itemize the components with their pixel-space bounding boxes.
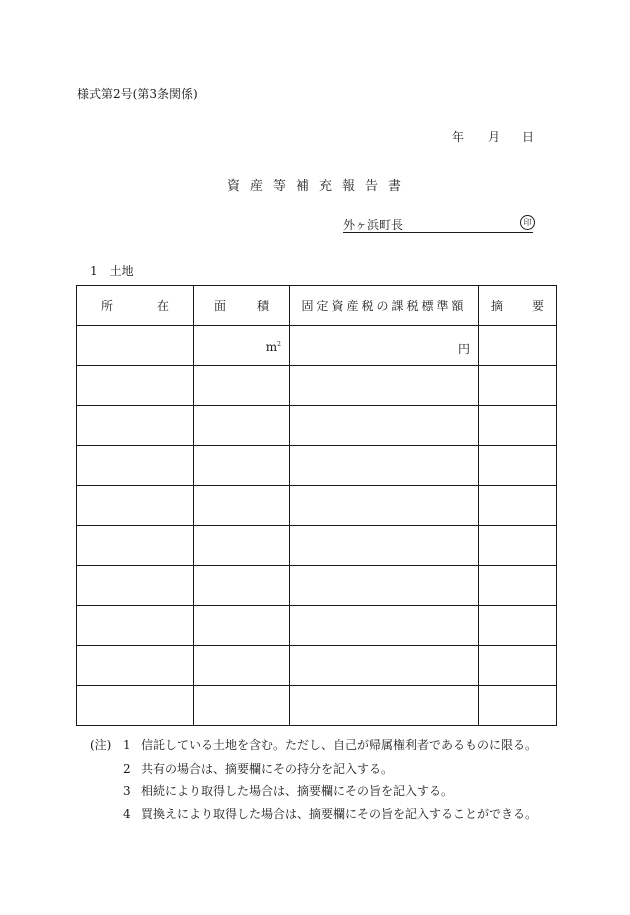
header-location-char-1: 所 — [101, 299, 114, 313]
remarks-cell[interactable] — [479, 686, 557, 726]
note-text: 相続により取得した場合は、摘要欄にその旨を記入する。 — [141, 784, 454, 798]
addressee-line — [343, 216, 533, 233]
tax-base-cell[interactable] — [290, 686, 479, 726]
header-area-char-2: 積 — [256, 299, 269, 313]
tax-base-cell[interactable] — [290, 606, 479, 646]
table-row — [77, 486, 557, 526]
tax-base-cell[interactable] — [290, 486, 479, 526]
location-cell[interactable] — [77, 446, 194, 486]
section-heading — [90, 262, 134, 279]
header-remarks-char-1: 摘 — [491, 299, 504, 313]
header-remarks-char-2: 要 — [531, 299, 544, 313]
tax-base-cell[interactable] — [290, 366, 479, 406]
area-cell[interactable] — [194, 366, 290, 406]
location-cell[interactable] — [77, 566, 194, 606]
location-cell[interactable] — [77, 486, 194, 526]
document-title: 資産等補充報告書 — [226, 179, 411, 194]
remarks-cell[interactable] — [479, 646, 557, 686]
area-cell[interactable] — [194, 326, 290, 366]
remarks-cell[interactable] — [479, 566, 557, 606]
area-cell[interactable] — [194, 446, 290, 486]
location-cell[interactable] — [77, 606, 194, 646]
remarks-cell[interactable] — [479, 446, 557, 486]
table-row — [77, 686, 557, 726]
location-cell[interactable] — [77, 646, 194, 686]
header-remarks — [479, 286, 557, 326]
section-number: 1 — [90, 264, 98, 278]
table-row — [77, 526, 557, 566]
seal-mark: 印 — [520, 215, 535, 230]
area-unit-exponent: 2 — [277, 341, 281, 348]
header-area — [194, 286, 290, 326]
header-tax-base-label: 固定資産税の課税標準額 — [301, 299, 467, 313]
area-cell[interactable] — [194, 406, 290, 446]
tax-base-cell[interactable] — [290, 406, 479, 446]
remarks-cell[interactable] — [479, 326, 557, 366]
remarks-cell[interactable] — [479, 366, 557, 406]
tax-base-cell[interactable] — [290, 326, 479, 366]
note-number: 3 — [123, 784, 131, 798]
note-text: 信託している土地を含む。ただし、自己が帰属権利者であるものに限る。 — [141, 738, 538, 752]
area-unit: m — [265, 340, 278, 354]
tax-base-cell[interactable] — [290, 446, 479, 486]
area-cell[interactable] — [194, 566, 290, 606]
tax-base-cell[interactable] — [290, 526, 479, 566]
tax-base-cell[interactable] — [290, 566, 479, 606]
remarks-cell[interactable] — [479, 606, 557, 646]
table-row — [77, 606, 557, 646]
location-cell[interactable] — [77, 326, 194, 366]
form-number: 様式第2号(第3条関係) — [77, 87, 198, 101]
section-title: 土地 — [109, 264, 134, 278]
area-cell[interactable] — [194, 606, 290, 646]
table-row — [77, 366, 557, 406]
header-location-char-2: 在 — [156, 299, 169, 313]
location-cell[interactable] — [77, 686, 194, 726]
note-item — [123, 760, 393, 777]
table-row — [77, 646, 557, 686]
location-cell[interactable] — [77, 526, 194, 566]
note-text: 買換えにより取得した場合は、摘要欄にその旨を記入することができる。 — [141, 807, 538, 821]
note-number: 1 — [123, 738, 131, 752]
date-year-label: 年 — [452, 130, 465, 144]
table-row — [77, 406, 557, 446]
tax-base-cell[interactable] — [290, 646, 479, 686]
note-number: 4 — [123, 807, 131, 821]
addressee-name: 外ヶ浜町長 — [343, 218, 404, 232]
table-row — [77, 326, 557, 366]
area-cell[interactable] — [194, 646, 290, 686]
remarks-cell[interactable] — [479, 526, 557, 566]
note-text: 共有の場合は、摘要欄にその持分を記入する。 — [141, 762, 394, 776]
area-cell[interactable] — [194, 686, 290, 726]
note-item — [123, 805, 537, 822]
table-row — [77, 566, 557, 606]
header-area-char-1: 面 — [214, 299, 227, 313]
date-month-label: 月 — [488, 130, 501, 144]
location-cell[interactable] — [77, 406, 194, 446]
note-number: 2 — [123, 762, 131, 776]
area-cell[interactable] — [194, 486, 290, 526]
header-location — [77, 286, 194, 326]
table-header-row — [77, 286, 557, 326]
note-item — [123, 736, 537, 753]
tax-unit: 円 — [457, 342, 470, 356]
header-tax-base — [290, 286, 479, 326]
table-row — [77, 446, 557, 486]
land-table — [76, 285, 557, 726]
note-item — [123, 782, 453, 799]
notes-intro: (注) — [90, 738, 112, 752]
location-cell[interactable] — [77, 366, 194, 406]
remarks-cell[interactable] — [479, 486, 557, 526]
remarks-cell[interactable] — [479, 406, 557, 446]
date-day-label: 日 — [522, 130, 535, 144]
area-cell[interactable] — [194, 526, 290, 566]
